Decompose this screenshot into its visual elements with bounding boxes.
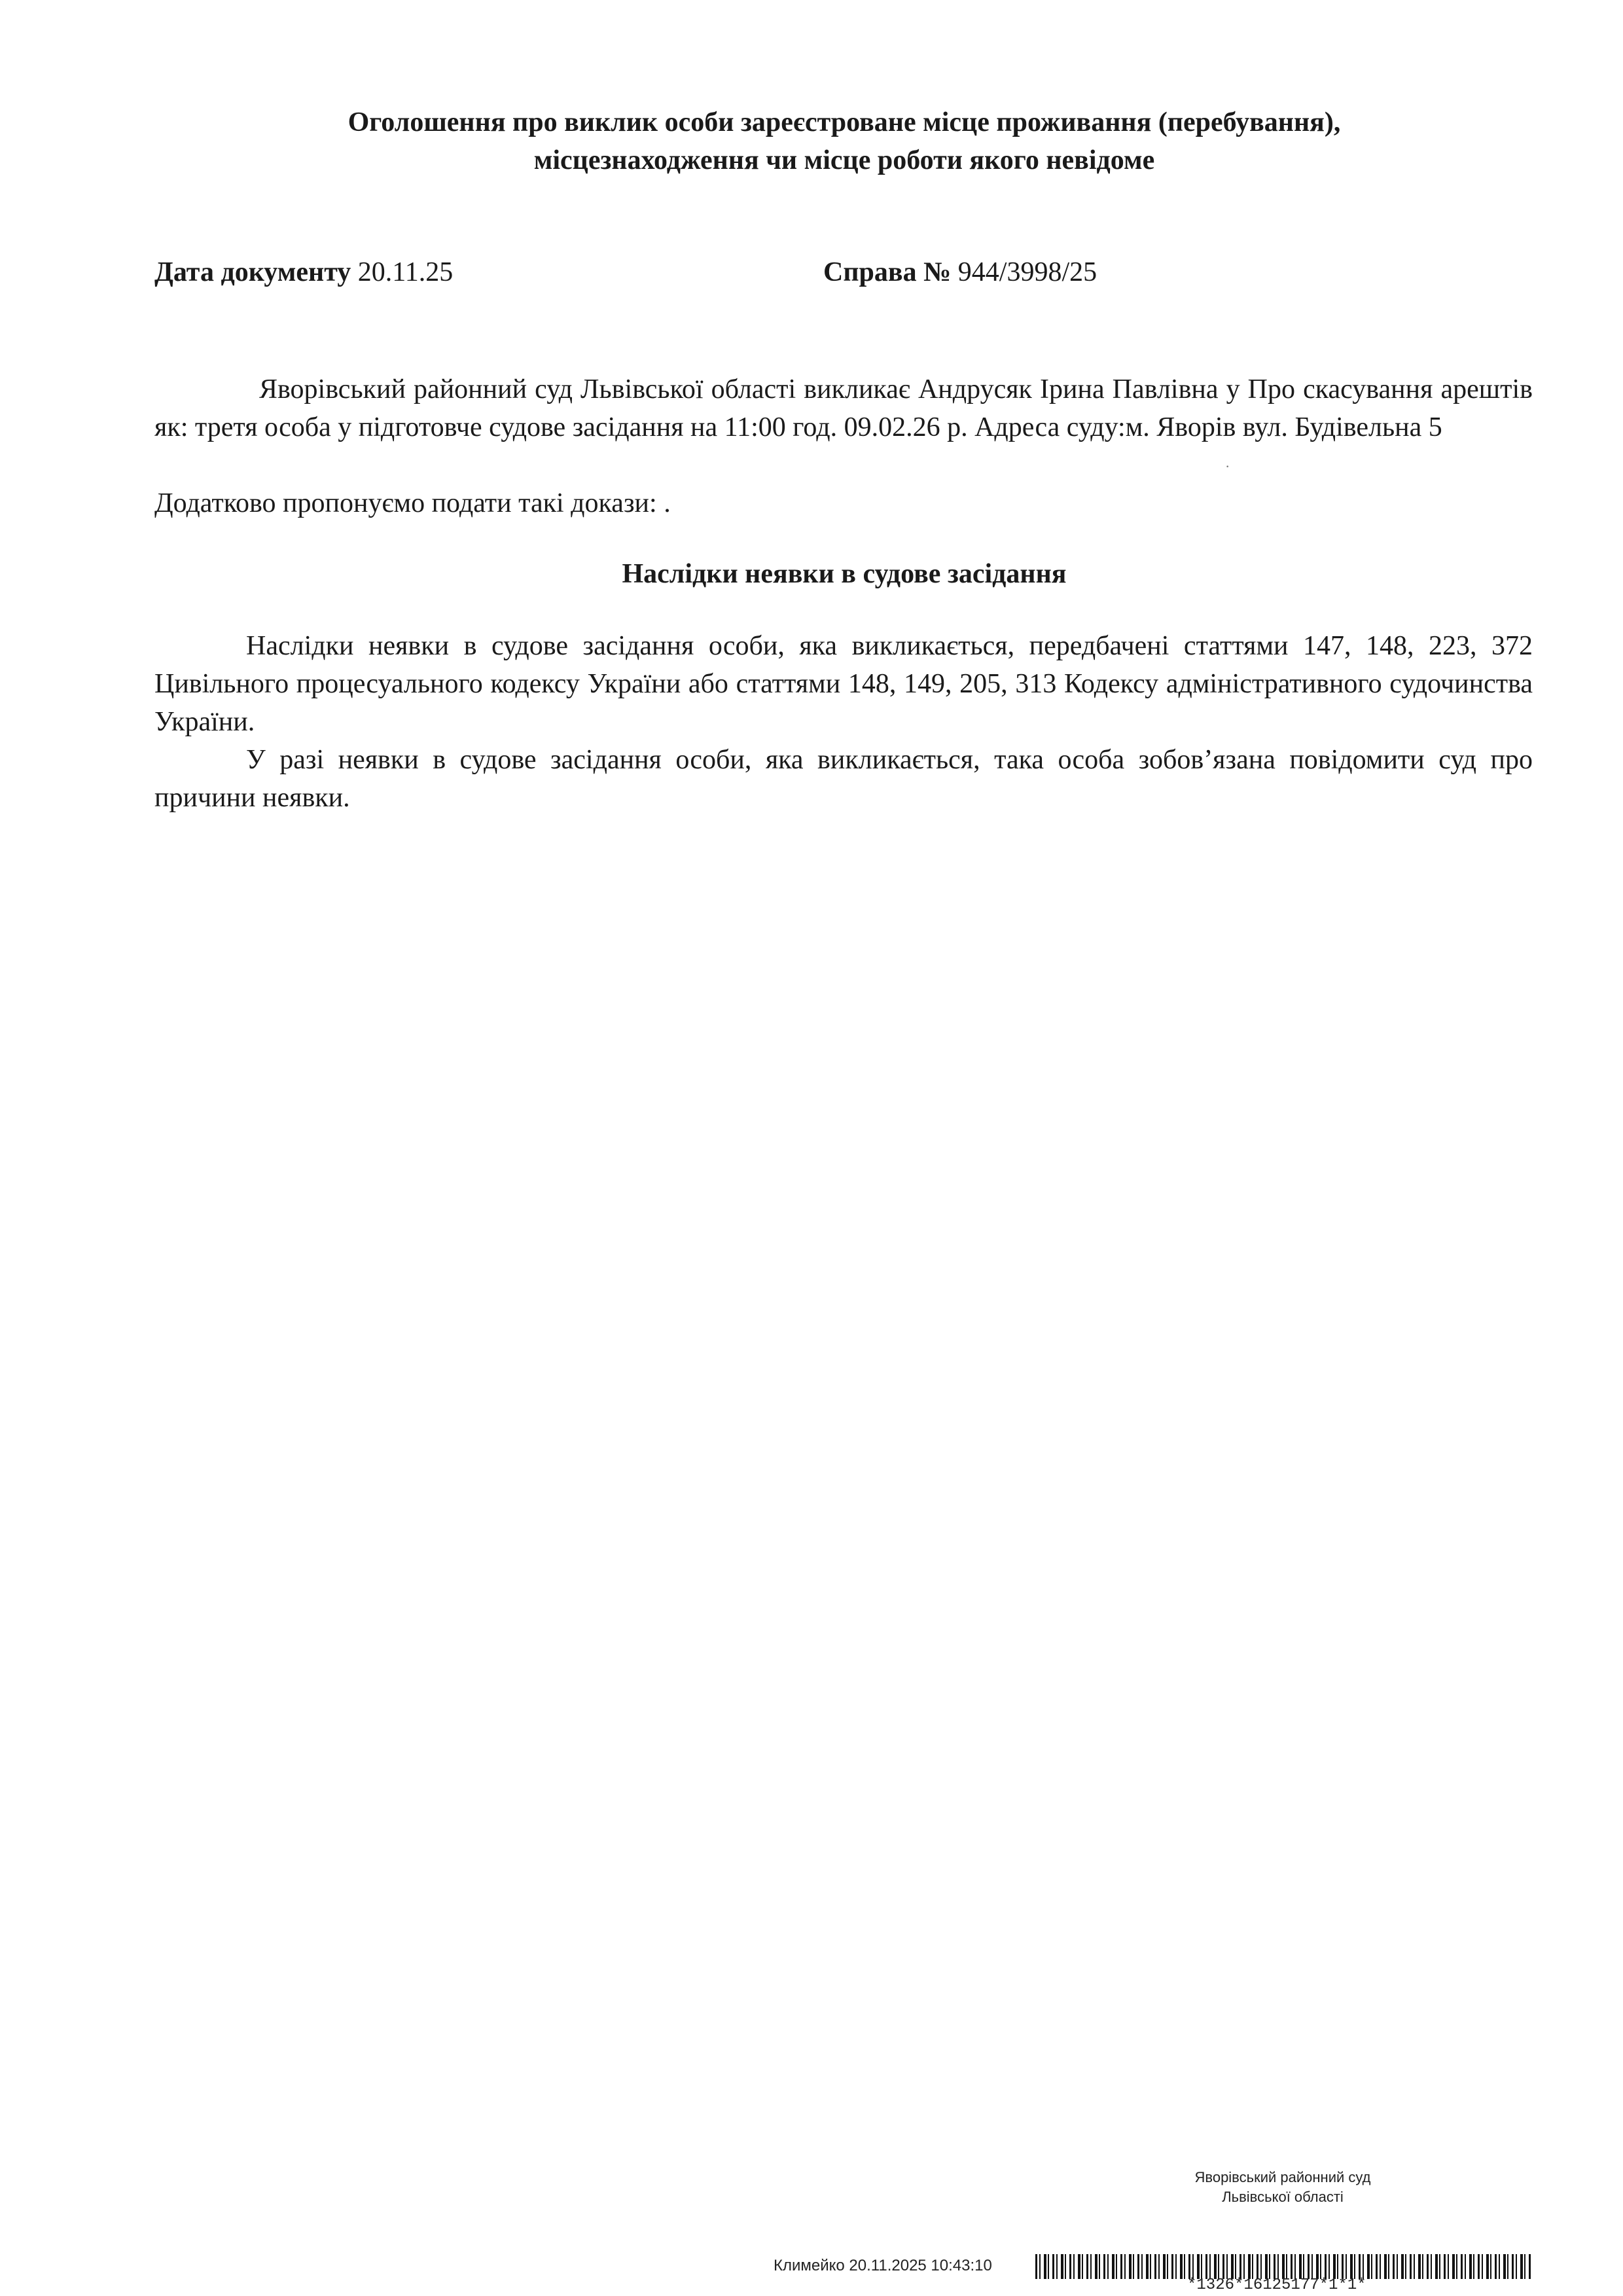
footer-court-line-2: Львівської області bbox=[1222, 2189, 1344, 2205]
case-label: Справа № bbox=[823, 257, 952, 287]
document-date bbox=[154, 254, 453, 291]
document-title bbox=[157, 103, 1531, 179]
consequences-heading: Наслідки неявки в судове засідання bbox=[622, 559, 1067, 589]
barcode-text: *1326*16125177*1*1* bbox=[1187, 2276, 1366, 2294]
barcode bbox=[1035, 2254, 1533, 2279]
case-value: 944/3998/25 bbox=[957, 257, 1097, 287]
consequences-paragraph-2: У разі неявки в судове засідання особи, яка викликається, така особа зобов’язана повідомити суд про причини неявки. bbox=[154, 745, 1533, 813]
evidence-line: Додатково пропонуємо подати такі докази: . bbox=[154, 488, 671, 518]
summons-paragraph: Яворівський районний суд Львівської області викликає Андрусяк Ірина Павлівна у Про скасування арештів як: третя особа у підготовче судове засідання на 11:00 год. 09.02.26 р. Адреса суду:м. Яворів вул. Будівельна 5 bbox=[154, 374, 1533, 442]
consequences-paragraph-1: Наслідки неявки в судове засідання особи, яка викликається, передбачені статтями 147, 148, 223, 372 Цивільного процесуального кодексу України або статтями 148, 149, 205, 313 Кодексу адміністративного судочинства України. bbox=[154, 631, 1533, 737]
date-value: 20.11.25 bbox=[357, 257, 454, 287]
date-label: Дата документу bbox=[154, 257, 351, 287]
footer-court-name bbox=[1080, 2168, 1486, 2207]
scan-speck: · bbox=[1225, 458, 1230, 475]
title-line-2: місцезнаходження чи місце роботи якого невідоме bbox=[533, 145, 1155, 175]
footer-court-line-1: Яворівський районний суд bbox=[1194, 2169, 1371, 2185]
title-line-1: Оголошення про виклик особи зареєстроване місце проживання (перебування), bbox=[348, 107, 1341, 137]
case-number bbox=[823, 254, 1097, 291]
clerk-stamp: Климейко 20.11.2025 10:43:10 bbox=[774, 2257, 992, 2274]
